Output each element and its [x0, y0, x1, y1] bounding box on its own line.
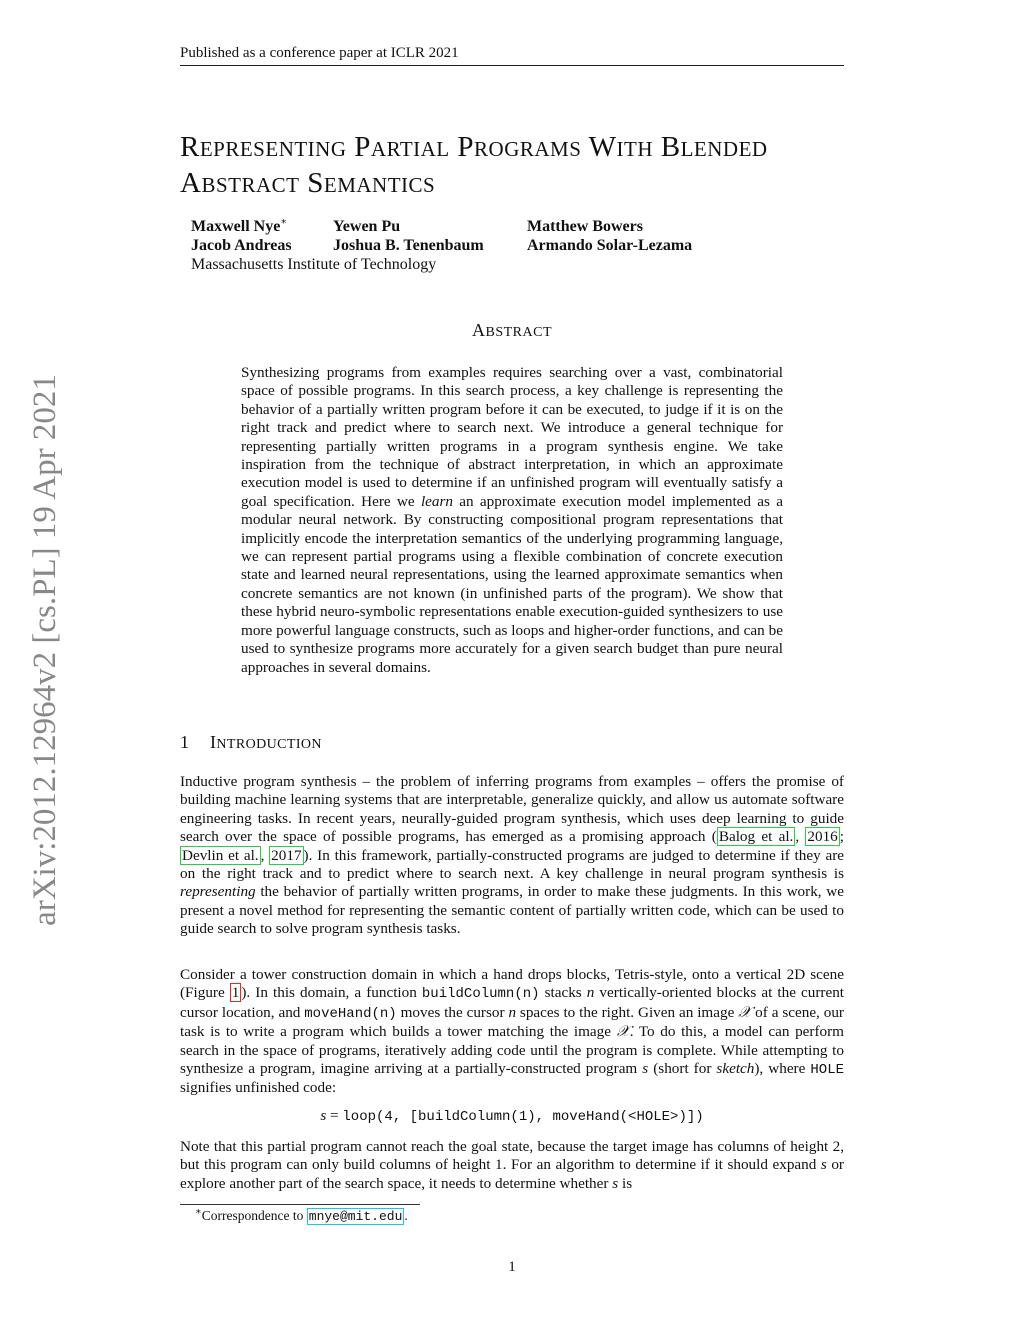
abstract-emphasis: learn — [420, 492, 453, 510]
author-andreas: Jacob Andreas — [191, 237, 292, 254]
figure-link[interactable]: 1 — [231, 984, 240, 1002]
footnote: ∗Correspondence to mnye@mit.edu . — [195, 1206, 408, 1224]
code-build-column: buildColumn(n) — [421, 986, 540, 1003]
citation-link[interactable]: 2017 — [271, 846, 302, 864]
author-solar-lezama: Armando Solar-Lezama — [527, 237, 693, 254]
citation-link[interactable]: Balog et al. — [718, 828, 794, 846]
section-number: 1 — [180, 732, 190, 752]
abstract-heading: ABSTRACT — [471, 320, 552, 340]
author-bowers: Matthew Bowers — [527, 218, 643, 235]
title-line-2: ABSTRACT SEMANTICS — [180, 167, 436, 199]
intro-paragraph-2: Consider a tower construction domain in which a hand drops blocks, Tetris-style, onto a vertical 2D scene (Figure 1 ). In this domain, a function buildColumn(n) stacks n vertically-oriented blocks at the current cursor location, and moveHand(n) moves the cursor n spaces to the right. Given an image 𝒳 of a scene, our task is to write a program which builds a tower matching the image 𝒳. To do this, a model can perform search in the space of programs, iteratively adding code until the program is complete. While attempting to synthesize a program, imagine arriving at a partially-constructed program s (short for sketch), where HOLE signifies unfinished code: — [180, 966, 845, 1097]
citation-link[interactable]: Devlin et al. — [182, 846, 259, 864]
section-title: INTRODUCTION — [210, 732, 322, 752]
formula-code: loop(4, [buildColumn(1), moveHand(<HOLE>)]) — [342, 1109, 704, 1125]
page-number: 1 — [508, 1259, 516, 1275]
abstract-body: Synthesizing programs from examples requires searching over a vast, combinatorial space of possible programs. In this search process, a key challenge is representing the behavior of a partially written program before it can be executed, to judge if it is on the right track and predict where to search next. We introduce a general technique for representing partially written programs in a program synthesis engine. We take inspiration from the technique of abstract interpretation, in which an approximate execution model is used to determine if an unfinished program will eventually satisfy a goal specification. Here we learn an approximate execution model implemented as a modular neural network. By constructing compositional program representations that implicitly encode the interpretation semantics of the underlying programming language, we can represent partial programs using a flexible combination of concrete execution state and learned neural representations, using the learned approximate semantics when concrete semantics are not known (in unfinished parts of the program). We show that these hybrid neuro-symbolic representations enable execution-guided synthesizers to use more powerful language constructs, such as loops and higher-order functions, and can be used to synthesize programs more accurately for a given search budget than pure neural approaches in several domains. — [241, 364, 783, 676]
author-pu: Yewen Pu — [333, 218, 401, 235]
code-hole: HOLE — [810, 1062, 844, 1079]
header-rule — [180, 65, 844, 66]
intro-paragraph-3: Note that this partial program cannot reach the goal state, because the target image has columns of height 2, but this program can only build columns of height 1. For an algorithm to determine if it should expand s or explore another part of the search space, it needs to determine whether s is — [180, 1138, 844, 1192]
running-header: Published as a conference paper at ICLR 2021 — [180, 45, 459, 61]
sketch-formula: s = loop(4, [buildColumn(1), moveHand(<HOLE>)]) — [320, 1107, 704, 1125]
paper-title — [180, 130, 860, 202]
code-move-hand: moveHand(n) — [304, 1005, 397, 1022]
author-tenenbaum: Joshua B. Tenenbaum — [333, 237, 484, 254]
title-line-1: REPRESENTING PARTIAL PROGRAMS WITH BLENDED — [180, 131, 768, 163]
intro-paragraph-1: Inductive program synthesis – the problem of inferring programs from examples – offers the promise of building machine learning systems that are interpretable, generalize quickly, and allow us automate software engineering tasks. In recent years, neurally-guided program synthesis, which uses deep learning to guide search over the space of possible programs, has emerged as a promising approach ( Balog et al. , 2016 ; Devlin et al. , 2017 ). In this framework, partially-constructed programs are judged to determine if they are on the right track and to predict where to search next. A key challenge in neural program synthesis is representing the behavior of partially written programs, in order to make these judgments. In this work, we present a novel method for representing the semantic content of partially written code, which can be used to guide search to solve program synthesis tasks. — [180, 773, 844, 938]
section-heading — [180, 731, 322, 756]
author-nye: Maxwell Nye∗ — [191, 216, 288, 235]
affiliation: Massachusetts Institute of Technology — [191, 256, 437, 273]
citation-link[interactable]: 2016 — [807, 828, 838, 846]
footnote-rule — [180, 1204, 420, 1205]
email-link[interactable]: mnye@mit.edu — [308, 1209, 403, 1224]
arxiv-stamp: arXiv:2012.12964v2 [cs.PL] 19 Apr 2021 — [27, 374, 63, 926]
